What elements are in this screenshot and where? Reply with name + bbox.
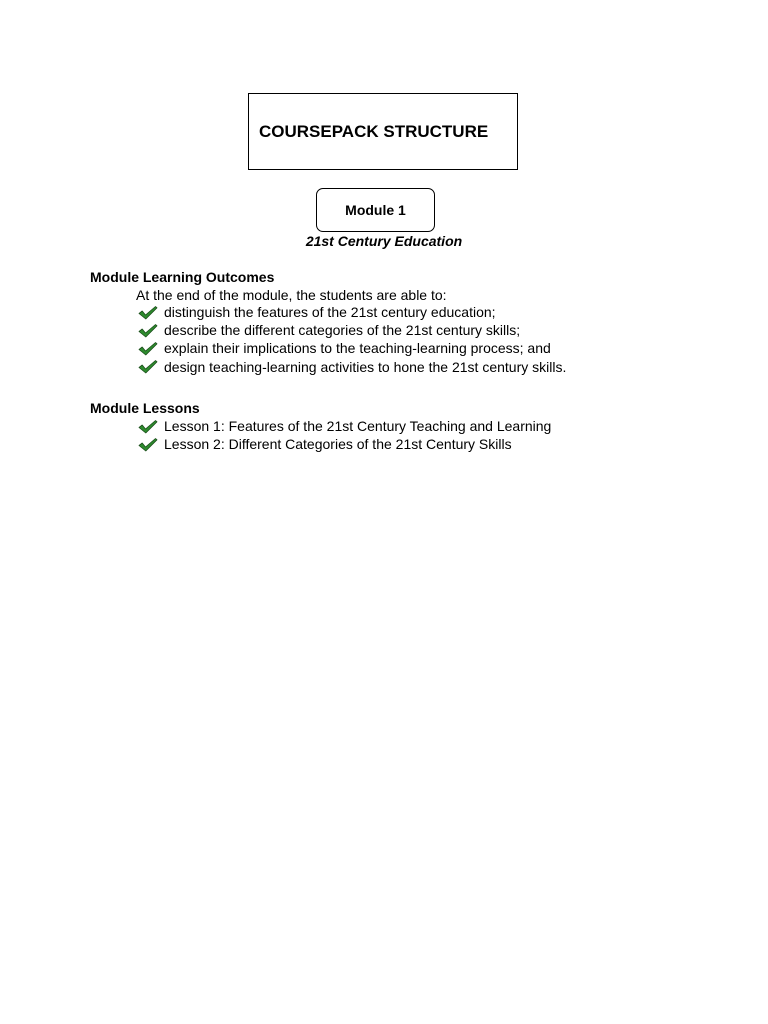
outcomes-heading: Module Learning Outcomes: [90, 269, 275, 285]
outcome-item: [138, 339, 566, 357]
lesson-item: [138, 435, 551, 453]
page-title: COURSEPACK STRUCTURE: [259, 122, 489, 141]
outcome-text: explain their implications to the teaching-learning process; and: [164, 340, 551, 357]
module-label-box: [316, 188, 435, 232]
outcome-item: [138, 321, 566, 339]
lesson-text: Lesson 1: Features of the 21st Century Teaching and Learning: [164, 418, 552, 435]
checkmark-icon: [138, 305, 158, 320]
checkmark-icon: [138, 359, 158, 374]
outcome-text: design teaching-learning activities to hone the 21st century skills.: [164, 358, 567, 375]
module-subtitle: 21st Century Education: [305, 233, 463, 249]
checkmark-icon: [138, 323, 158, 338]
outcomes-intro: At the end of the module, the students are able to:: [136, 287, 447, 303]
outcome-text: distinguish the features of the 21st century education;: [164, 304, 496, 321]
outcome-item: [138, 358, 566, 376]
lessons-heading: Module Lessons: [90, 400, 200, 416]
checkmark-icon: [138, 437, 158, 452]
outcome-text: describe the different categories of the 21st century skills;: [164, 322, 521, 339]
checkmark-icon: [138, 341, 158, 356]
title-box: [248, 93, 518, 170]
lessons-list: [138, 417, 551, 453]
module-label: Module 1: [345, 202, 406, 218]
outcome-item: [138, 303, 566, 321]
lesson-text: Lesson 2: Different Categories of the 21st Century Skills: [164, 436, 512, 453]
checkmark-icon: [138, 419, 158, 434]
outcomes-list: [138, 303, 566, 376]
lesson-item: [138, 417, 551, 435]
